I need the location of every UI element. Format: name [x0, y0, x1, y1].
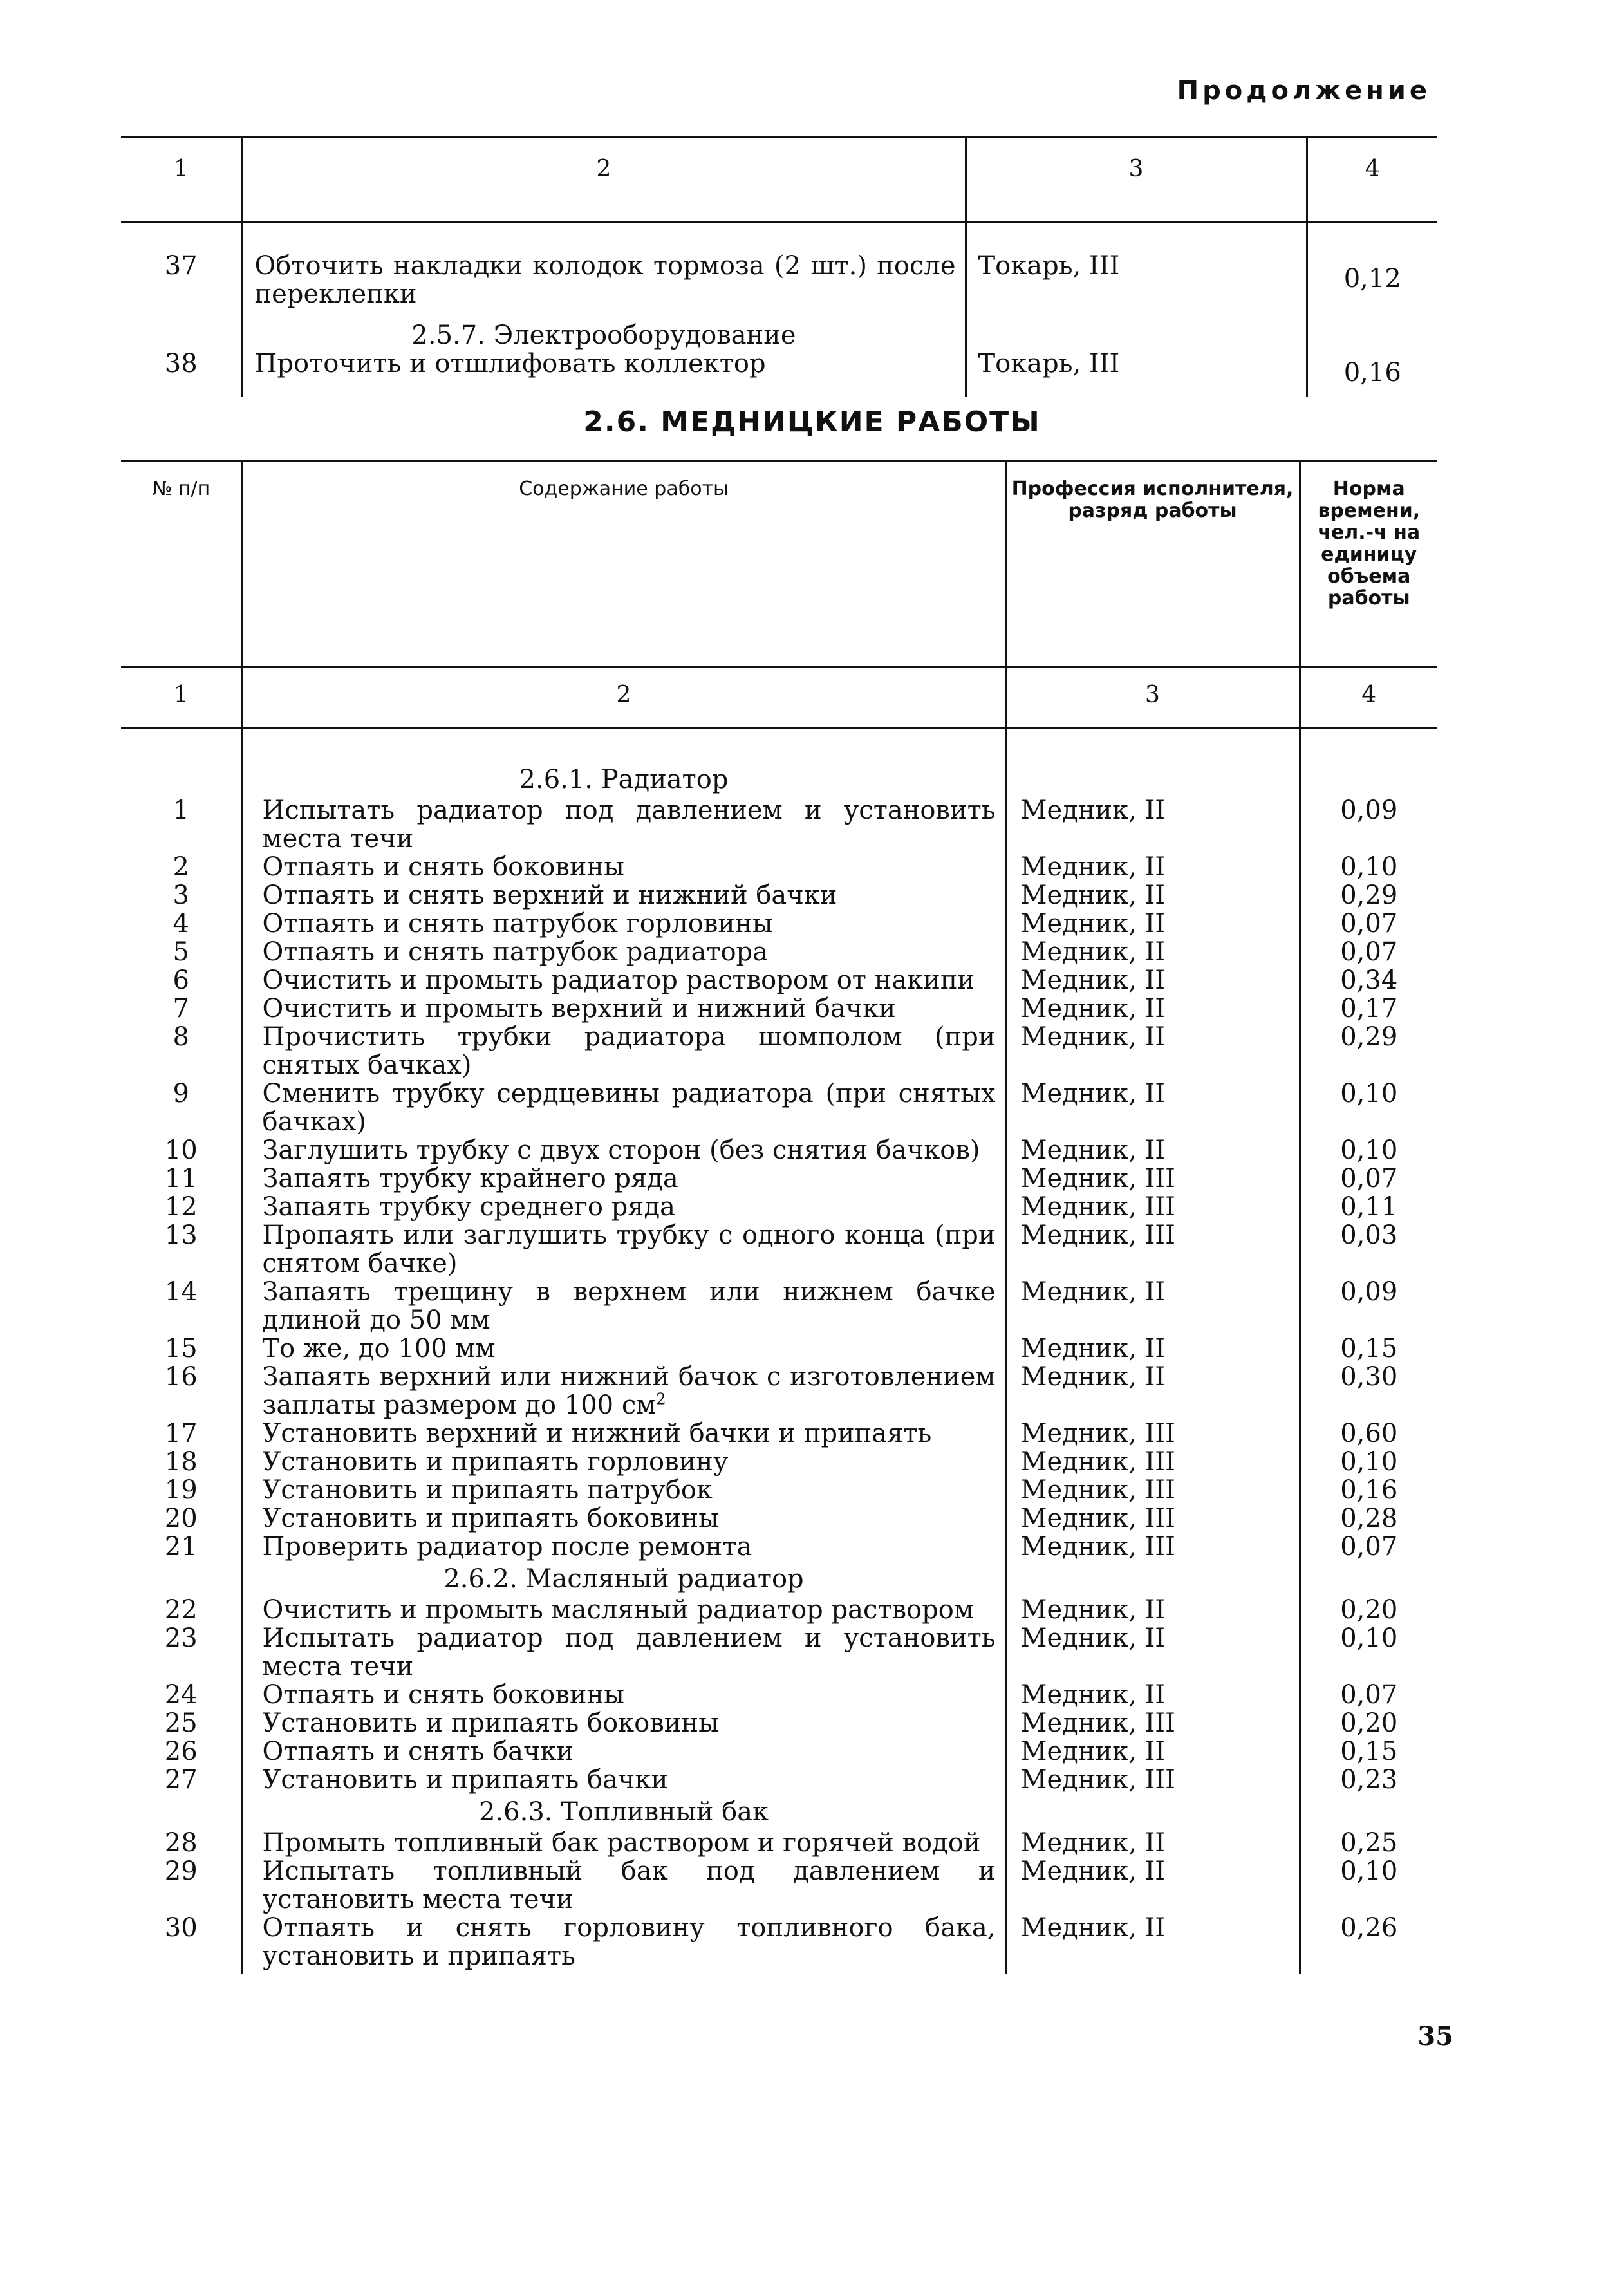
- subsection-title: 2.6.1. Радиатор: [242, 729, 1005, 797]
- work-description-text: Отпаять и снять боковины: [262, 852, 624, 882]
- work-description-text: Отпаять и снять боковины: [262, 1680, 624, 1710]
- column-number: 4: [1300, 668, 1437, 729]
- time-norm: 0,07: [1300, 938, 1437, 966]
- profession: Медник, II: [1005, 1857, 1300, 1914]
- profession: Медник, III: [1005, 1193, 1300, 1221]
- work-description: [242, 1164, 1005, 1193]
- work-description: [242, 1079, 1005, 1136]
- work-description: [242, 994, 1005, 1023]
- time-norm: 0,10: [1300, 1079, 1437, 1136]
- header-work-content: Содержание работы: [242, 461, 1005, 668]
- profession: Медник, II: [1005, 881, 1300, 910]
- work-description-text: Отпаять и снять бачки: [262, 1737, 574, 1766]
- profession: Медник, III: [1005, 1504, 1300, 1533]
- row-number: 8: [173, 1022, 189, 1052]
- row-number: 7: [173, 994, 189, 1023]
- time-norm: 0,16: [1307, 350, 1437, 397]
- work-description-text: Установить и припаять боковины: [262, 1504, 719, 1533]
- profession: Токарь, III: [966, 350, 1307, 397]
- header-number: № п/п: [121, 461, 242, 668]
- work-description: [242, 1737, 1005, 1766]
- table-row: [121, 1914, 1437, 1974]
- row-number: 19: [164, 1475, 198, 1505]
- time-norm: 0,10: [1300, 1624, 1437, 1681]
- row-number: 26: [164, 1737, 198, 1766]
- time-norm: 0,11: [1300, 1193, 1437, 1221]
- time-norm: 0,60: [1300, 1419, 1437, 1448]
- work-description: [242, 881, 1005, 910]
- work-description: [242, 1136, 1005, 1164]
- time-norm: 0,03: [1300, 1221, 1437, 1278]
- work-description-text: Очистить и промыть масляный радиатор раствором: [262, 1595, 974, 1625]
- profession: Медник, II: [1005, 938, 1300, 966]
- work-description: [242, 1419, 1005, 1448]
- table-row: [121, 1023, 1437, 1079]
- profession: Медник, II: [1005, 1596, 1300, 1624]
- time-norm: 0,07: [1300, 1164, 1437, 1193]
- column-number-row: [121, 138, 1437, 223]
- work-description-text: Испытать топливный бак под давлением и установить места течи: [262, 1856, 996, 1914]
- work-description: [242, 1596, 1005, 1624]
- profession: Медник, II: [1005, 966, 1300, 994]
- work-description: [242, 853, 1005, 881]
- time-norm: 0,09: [1300, 1278, 1437, 1334]
- column-number: 3: [966, 138, 1307, 223]
- work-description-text: Сменить трубку сердцевины радиатора (при снятых бачках): [262, 1079, 996, 1137]
- work-description: [242, 796, 1005, 853]
- column-number: 1: [121, 668, 242, 729]
- work-description-text: Проверить радиатор после ремонта: [262, 1532, 752, 1562]
- table-row: [121, 1221, 1437, 1278]
- time-norm: 0,23: [1300, 1766, 1437, 1794]
- work-description-text: Установить и припаять горловину: [262, 1447, 729, 1477]
- column-number-row: [121, 668, 1437, 729]
- profession: Медник, II: [1005, 796, 1300, 853]
- profession: Медник, II: [1005, 1136, 1300, 1164]
- table-row: [121, 1681, 1437, 1709]
- profession: Медник, II: [1005, 1914, 1300, 1974]
- column-number: 3: [1005, 668, 1300, 729]
- subsection-title: 2.6.2. Масляный радиатор: [242, 1561, 1005, 1596]
- time-norm: 0,10: [1300, 1448, 1437, 1476]
- work-description-text: Запаять трещину в верхнем или нижнем бачке длиной до 50 мм: [262, 1277, 996, 1335]
- profession: Медник, II: [1005, 1829, 1300, 1857]
- time-norm: 0,15: [1300, 1737, 1437, 1766]
- table-row: [121, 350, 1437, 397]
- time-norm: 0,07: [1300, 910, 1437, 938]
- time-norm: 0,17: [1300, 994, 1437, 1023]
- profession: Медник, II: [1005, 1737, 1300, 1766]
- work-description-text: Отпаять и снять верхний и нижний бачки: [262, 881, 837, 910]
- time-norm: 0,30: [1300, 1363, 1437, 1419]
- row-number: 4: [173, 909, 189, 938]
- time-norm: 0,07: [1300, 1681, 1437, 1709]
- work-description-text: Прочистить трубки радиатора шомполом (при снятых бачках): [262, 1022, 996, 1080]
- row-number: 17: [164, 1419, 198, 1448]
- work-description: Проточить и отшлифовать коллектор: [242, 350, 966, 397]
- work-description: [242, 910, 1005, 938]
- work-description-text: Запаять трубку крайнего ряда: [262, 1164, 678, 1193]
- row-number: 30: [164, 1913, 198, 1943]
- table-row: [121, 1596, 1437, 1624]
- row-number: 22: [164, 1595, 198, 1625]
- profession: Медник, III: [1005, 1448, 1300, 1476]
- table-row: [121, 1193, 1437, 1221]
- profession: Медник, II: [1005, 994, 1300, 1023]
- table-row: [121, 1737, 1437, 1766]
- table-row: [121, 1419, 1437, 1448]
- table-row: [121, 1766, 1437, 1794]
- continued-table: [121, 136, 1437, 397]
- table-row: [121, 1857, 1437, 1914]
- work-description: [242, 1914, 1005, 1974]
- subsection-title: 2.6.3. Топливный бак: [242, 1794, 1005, 1829]
- table-row: [121, 966, 1437, 994]
- table-row: [121, 796, 1437, 853]
- column-number: 2: [242, 138, 966, 223]
- work-description: [242, 1334, 1005, 1363]
- table-row: [121, 1278, 1437, 1334]
- profession: Медник, III: [1005, 1476, 1300, 1504]
- row-number: 24: [164, 1680, 198, 1710]
- profession: Медник, III: [1005, 1419, 1300, 1448]
- profession: Медник, III: [1005, 1164, 1300, 1193]
- work-description-text: Отпаять и снять горловину топливного бака, установить и припаять: [262, 1913, 996, 1971]
- time-norm: 0,10: [1300, 1857, 1437, 1914]
- work-description-text: То же, до 100 мм: [262, 1334, 496, 1363]
- work-description-text: Установить и припаять боковины: [262, 1708, 719, 1738]
- time-norm: 0,20: [1300, 1596, 1437, 1624]
- row-number: 3: [173, 881, 189, 910]
- time-norm: 0,07: [1300, 1533, 1437, 1561]
- row-number: 14: [164, 1277, 198, 1307]
- work-description-text: Очистить и промыть верхний и нижний бачки: [262, 994, 896, 1023]
- time-norm: 0,12: [1307, 223, 1437, 309]
- row-number: 27: [164, 1765, 198, 1795]
- header-profession: Профессия исполнителя, разряд работы: [1005, 461, 1300, 668]
- time-norm: 0,29: [1300, 1023, 1437, 1079]
- work-description: [242, 1829, 1005, 1857]
- subsection-row: [121, 729, 1437, 797]
- profession: Медник, III: [1005, 1533, 1300, 1561]
- subsection-title: 2.5.7. Электрооборудование: [242, 308, 966, 350]
- row-number: 13: [164, 1220, 198, 1250]
- work-description-text: Промыть топливный бак раствором и горячей водой: [262, 1828, 981, 1858]
- work-description: [242, 938, 1005, 966]
- coppersmith-works-table: [121, 460, 1437, 1974]
- work-description: [242, 1504, 1005, 1533]
- time-norm: 0,20: [1300, 1709, 1437, 1737]
- work-description: [242, 1221, 1005, 1278]
- row-number: 16: [164, 1362, 198, 1392]
- time-norm: 0,34: [1300, 966, 1437, 994]
- time-norm: 0,29: [1300, 881, 1437, 910]
- work-description: [242, 1709, 1005, 1737]
- row-number: 12: [164, 1192, 198, 1222]
- row-number: 9: [173, 1079, 189, 1108]
- work-description-text: Запаять трубку среднего ряда: [262, 1192, 675, 1222]
- table-row: [121, 1624, 1437, 1681]
- row-number: 23: [164, 1623, 198, 1653]
- work-description-text: Установить и припаять бачки: [262, 1765, 669, 1795]
- row-number: 6: [173, 966, 189, 995]
- table-row: [121, 223, 1437, 309]
- table-row: [121, 1079, 1437, 1136]
- work-description: [242, 1681, 1005, 1709]
- time-norm: 0,10: [1300, 1136, 1437, 1164]
- work-description-text: Заглушить трубку с двух сторон (без снятия бачков): [262, 1135, 980, 1165]
- work-description-text: Установить верхний и нижний бачки и припаять: [262, 1419, 932, 1448]
- profession: Медник, II: [1005, 910, 1300, 938]
- work-description: [242, 966, 1005, 994]
- subsection-row: [121, 1794, 1437, 1829]
- work-description-text: Отпаять и снять патрубок горловины: [262, 909, 773, 938]
- subsection-row: [121, 1561, 1437, 1596]
- row-number: 5: [173, 937, 189, 967]
- continuation-label: Продолжение: [1177, 76, 1431, 106]
- work-description: [242, 1278, 1005, 1334]
- header-row: [121, 461, 1437, 668]
- row-number: 10: [164, 1135, 198, 1165]
- row-number: 29: [164, 1856, 198, 1886]
- work-description: [242, 1193, 1005, 1221]
- profession: Медник, III: [1005, 1709, 1300, 1737]
- work-description: [242, 1363, 1005, 1419]
- table-row: [121, 881, 1437, 910]
- work-description: [242, 1624, 1005, 1681]
- work-description: [242, 1533, 1005, 1561]
- row-number: 38: [164, 349, 198, 378]
- table-row: [121, 1829, 1437, 1857]
- work-description: [242, 1023, 1005, 1079]
- time-norm: 0,10: [1300, 853, 1437, 881]
- row-number: 21: [164, 1532, 198, 1562]
- work-description: Обточить накладки колодок тормоза (2 шт.) после переклепки: [242, 223, 966, 309]
- profession: Токарь, III: [966, 223, 1307, 309]
- profession: Медник, II: [1005, 853, 1300, 881]
- section-title: 2.6. МЕДНИЦКИЕ РАБОТЫ: [583, 406, 1041, 438]
- work-description: [242, 1476, 1005, 1504]
- time-norm: 0,28: [1300, 1504, 1437, 1533]
- work-description-text: Очистить и промыть радиатор раствором от накипи: [262, 966, 975, 995]
- row-number: 37: [164, 251, 198, 281]
- table-row: [121, 1136, 1437, 1164]
- work-description-text: Запаять верхний или нижний бачок с изготовлением заплаты размером до 100 см: [262, 1362, 996, 1420]
- profession: Медник, II: [1005, 1278, 1300, 1334]
- work-description-text: Отпаять и снять патрубок радиатора: [262, 937, 768, 967]
- profession: Медник, II: [1005, 1681, 1300, 1709]
- time-norm: 0,25: [1300, 1829, 1437, 1857]
- work-description-text: Установить и припаять патрубок: [262, 1475, 713, 1505]
- time-norm: 0,09: [1300, 796, 1437, 853]
- time-norm: 0,26: [1300, 1914, 1437, 1974]
- table-row: [121, 1334, 1437, 1363]
- table-row: [121, 853, 1437, 881]
- row-number: 25: [164, 1708, 198, 1738]
- profession: Медник, III: [1005, 1221, 1300, 1278]
- row-number: 1: [173, 796, 189, 825]
- superscript: 2: [656, 1390, 666, 1408]
- row-number: 20: [164, 1504, 198, 1533]
- row-number: 2: [173, 852, 189, 882]
- profession: Медник, II: [1005, 1023, 1300, 1079]
- profession: Медник, II: [1005, 1079, 1300, 1136]
- row-number: 11: [164, 1164, 198, 1193]
- work-description: [242, 1766, 1005, 1794]
- table-row: [121, 1709, 1437, 1737]
- row-number: 18: [164, 1447, 198, 1477]
- table-row: [121, 1476, 1437, 1504]
- column-number: 4: [1307, 138, 1437, 223]
- table-row: [121, 1504, 1437, 1533]
- profession: Медник, II: [1005, 1334, 1300, 1363]
- table-row: [121, 938, 1437, 966]
- time-norm: 0,15: [1300, 1334, 1437, 1363]
- profession: Медник, II: [1005, 1363, 1300, 1419]
- table-row: [121, 1448, 1437, 1476]
- work-description: [242, 1857, 1005, 1914]
- table-row: [121, 1164, 1437, 1193]
- table-row: [121, 1533, 1437, 1561]
- table-row: [121, 994, 1437, 1023]
- profession: Медник, II: [1005, 1624, 1300, 1681]
- work-description-text: Испытать радиатор под давлением и установить места течи: [262, 796, 996, 854]
- subsection-row: [121, 308, 1437, 350]
- work-description-text: Пропаять или заглушить трубку с одного конца (при снятом бачке): [262, 1220, 996, 1278]
- column-number: 1: [121, 138, 242, 223]
- work-description-text: Испытать радиатор под давлением и установить места течи: [262, 1623, 996, 1681]
- column-number: 2: [242, 668, 1005, 729]
- work-description: [242, 1448, 1005, 1476]
- row-number: 15: [164, 1334, 198, 1363]
- header-time-norm: Норма времени, чел.-ч на единицу объема работы: [1300, 461, 1437, 668]
- page-number: 35: [1417, 2021, 1453, 2051]
- table-row: [121, 910, 1437, 938]
- row-number: 28: [164, 1828, 198, 1858]
- time-norm: 0,16: [1300, 1476, 1437, 1504]
- profession: Медник, III: [1005, 1766, 1300, 1794]
- table-row: [121, 1363, 1437, 1419]
